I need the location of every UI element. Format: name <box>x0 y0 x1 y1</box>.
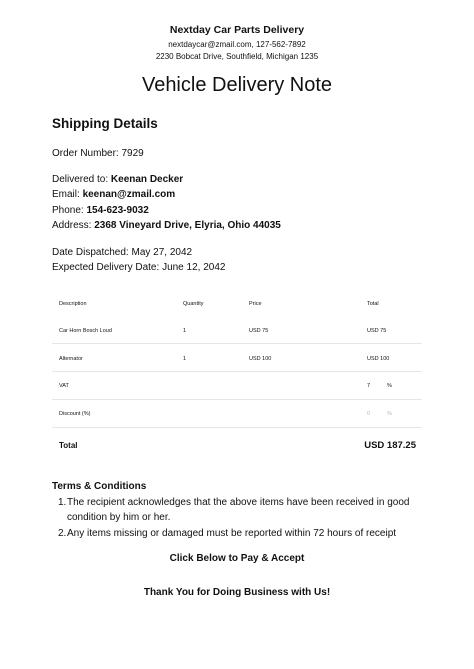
total-row <box>52 428 422 462</box>
total-label: Total <box>59 441 78 450</box>
discount-unit: % <box>387 411 392 417</box>
company-contact: nextdaycar@zmail.com, 127-562-7892 <box>168 40 306 49</box>
vat-value[interactable]: 7 <box>367 383 371 389</box>
delivered-to-line <box>52 174 183 185</box>
item-total: USD 100 <box>367 356 390 362</box>
pay-accept-link[interactable]: Click Below to Pay & Accept <box>169 553 305 564</box>
email-value: keenan@zmail.com <box>82 189 176 200</box>
company-address: 2230 Bobcat Drive, Southfield, Michigan 1235 <box>155 52 319 61</box>
email-label: Email: <box>52 189 83 200</box>
item-description: Alternator <box>59 356 83 362</box>
discount-value[interactable]: 0 <box>367 411 371 417</box>
order-number-line <box>52 148 144 159</box>
header-description: Description <box>59 301 87 307</box>
expected-delivery-line <box>52 262 225 273</box>
terms-item <box>58 495 418 525</box>
terms-heading: Terms & Conditions <box>52 481 147 492</box>
item-total: USD 75 <box>367 328 387 334</box>
date-dispatched-label: Date Dispatched: <box>52 247 132 258</box>
order-number-value: 7929 <box>121 148 144 159</box>
date-dispatched-line <box>52 247 192 258</box>
shipping-details-heading: Shipping Details <box>52 116 158 131</box>
item-price: USD 100 <box>249 356 272 362</box>
discount-label: Discount (%) <box>59 411 91 417</box>
terms-item <box>58 526 418 541</box>
order-number-label: Order Number: <box>52 148 122 159</box>
delivered-to-value: Keenan Decker <box>110 174 184 185</box>
item-quantity: 1 <box>183 356 187 362</box>
document-title: Vehicle Delivery Note <box>141 74 333 96</box>
email-line <box>52 189 175 200</box>
item-description: Car Horn Bosch Loud <box>59 328 112 334</box>
vat-unit: % <box>387 383 392 389</box>
terms-item-text: The recipient acknowledges that the above items have been received in good condition by him or her. <box>67 497 410 523</box>
address-line <box>52 220 281 231</box>
expected-delivery-label: Expected Delivery Date: <box>52 262 163 273</box>
terms-item-number: 1. <box>58 497 67 508</box>
header-quantity: Quantity <box>183 301 204 307</box>
terms-item-text: Any items missing or damaged must be reported within 72 hours of receipt <box>67 528 397 539</box>
phone-value: 154-623-9032 <box>86 205 149 216</box>
items-table <box>52 292 422 462</box>
header-price: Price <box>249 301 262 307</box>
company-name: Nextday Car Parts Delivery <box>169 24 305 36</box>
delivered-to-label: Delivered to: <box>52 174 111 185</box>
discount-row <box>52 400 422 428</box>
address-value: 2368 Vineyard Drive, Elyria, Ohio 44035 <box>94 220 281 231</box>
vat-label: VAT <box>59 383 69 389</box>
item-price: USD 75 <box>249 328 269 334</box>
phone-line <box>52 205 149 216</box>
phone-label: Phone: <box>52 205 87 216</box>
expected-delivery-value: June 12, 2042 <box>162 262 226 273</box>
address-label: Address: <box>52 220 95 231</box>
header-total: Total <box>367 301 379 307</box>
table-header-row <box>52 292 422 316</box>
table-row <box>52 316 422 344</box>
vat-row <box>52 372 422 400</box>
thank-you-message: Thank You for Doing Business with Us! <box>143 587 331 598</box>
date-dispatched-value: May 27, 2042 <box>131 247 193 258</box>
item-quantity: 1 <box>183 328 187 334</box>
total-value: USD 187.25 <box>364 440 416 451</box>
terms-item-number: 2. <box>58 528 67 539</box>
table-row <box>52 344 422 372</box>
